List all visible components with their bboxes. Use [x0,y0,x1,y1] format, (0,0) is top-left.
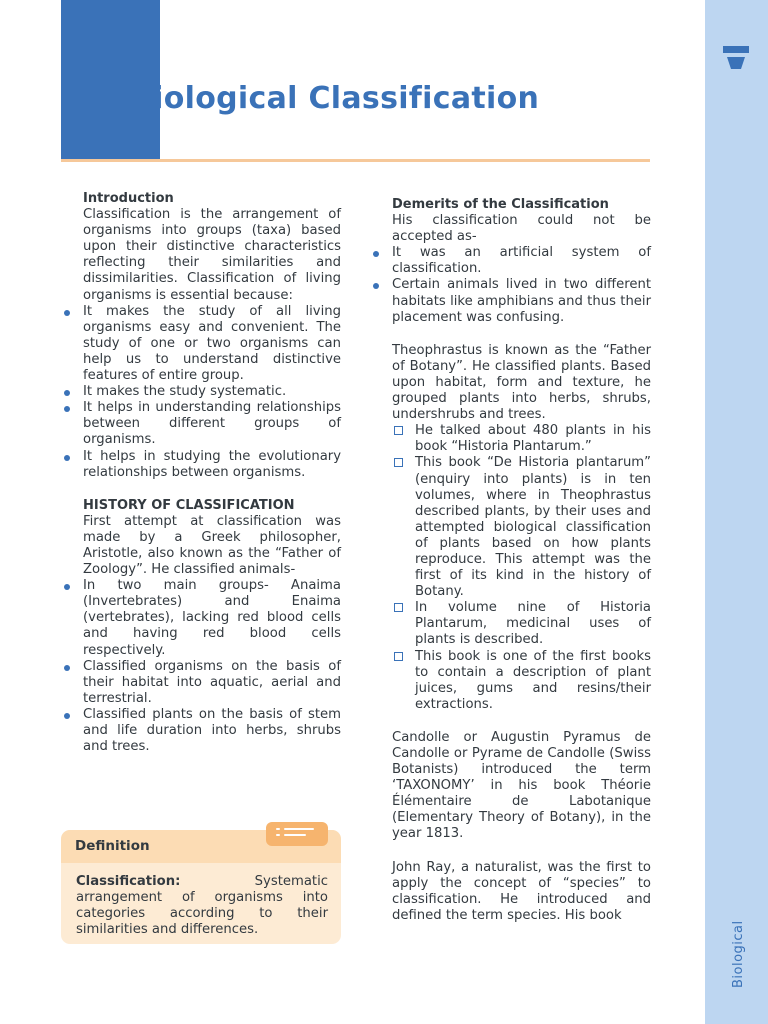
intro-paragraph: Classification is the arrangement of organisms into groups (taxa) based upon their distinctive characteristics reflecting their similarities and dissimilarities. Classification of living organisms is essential because: [83,207,341,303]
history-heading: HISTORY OF CLASSIFICATION [83,497,295,513]
demerits-paragraph: His classification could not be accepted as- [392,213,651,245]
list-item: Classified organisms on the basis of their habitat into aquatic, aerial and terrestrial. [83,658,341,706]
side-strip [705,0,768,1024]
list-item: Certain animals lived in two different habitats like amphibians and thus their placement was confusing. [392,277,651,325]
list-item: It makes the study systematic. [83,384,341,400]
list-item: This book is one of the first books to contain a description of plant juices, gums and resins/their extractions. [415,648,651,712]
definition-box [61,830,341,944]
chapter-logo-icon [723,44,749,72]
list-item: It helps in studying the evolutionary relationships between organisms. [83,448,341,480]
demerits-bullet-list [392,245,651,325]
definition-text [76,874,328,938]
title-underline [61,159,650,162]
right-column [392,197,651,924]
list-item: Classified plants on the basis of stem and life duration into herbs, shrubs and trees. [83,706,341,755]
list-item: He talked about 480 plants in his book “Historia Plantarum.” [415,423,651,455]
definition-title: Definition [75,838,150,854]
side-label: Biological [731,920,746,988]
definition-body: Systematic arrangement of organisms into categories according to their similarities and differences. [76,874,328,938]
list-item: This book “De Historia plantarum” (enquiry into plants) is in ten volumes, where in Theophrastus described plants, by their uses and attempted biological classification of plants based on how plants reproduce. This attempt was the first of its kind in the history of Botany. [415,455,651,600]
list-item: In volume nine of Historia Plantarum, medicinal uses of plants is described. [415,600,651,648]
page-title: Biological Classification [130,81,540,116]
list-item: It makes the study of all living organisms easy and convenient. The study of one or two organisms can help us to understand distinctive features of entire group. [83,303,341,384]
list-item: In two main groups- Anaima (Invertebrates) and Enaima (vertebrates), lacking red blood cells and having red blood cells respectively. [83,578,341,658]
john-ray-paragraph: John Ray, a naturalist, was the first to apply the concept of “species” to classification. He introduced and defined the term species. His book [392,859,651,923]
definition-term: Classification: [76,874,181,889]
list-item: It helps in understanding relationships between different groups of organisms. [83,400,341,448]
candolle-paragraph: Candolle or Augustin Pyramus de Candolle or Pyrame de Candolle (Swiss Botanists) introduced the term ‘TAXONOMY’ in his book Théorie Élémentaire de Labotanique (Elementary Theory of Botany), in the year 1813. [392,729,651,842]
history-paragraph: First attempt at classification was made by a Greek philosopher, Aristotle, also known as the “Father of Zoology”. He classified animals- [83,513,341,578]
list-item: It was an artificial system of classification. [392,245,651,277]
history-bullet-list [83,578,341,755]
left-column [83,191,341,755]
theophrastus-list [392,423,651,713]
definition-badge-icon [266,822,328,846]
demerits-heading: Demerits of the Classification [392,197,609,212]
intro-bullet-list [83,304,341,481]
theophrastus-paragraph: Theophrastus is known as the “Father of Botany”. He classified plants. Based upon habitat, form and texture, he grouped plants into herbs, shrubs, undershrubs and trees. [392,342,651,423]
intro-heading: Introduction [83,191,174,206]
